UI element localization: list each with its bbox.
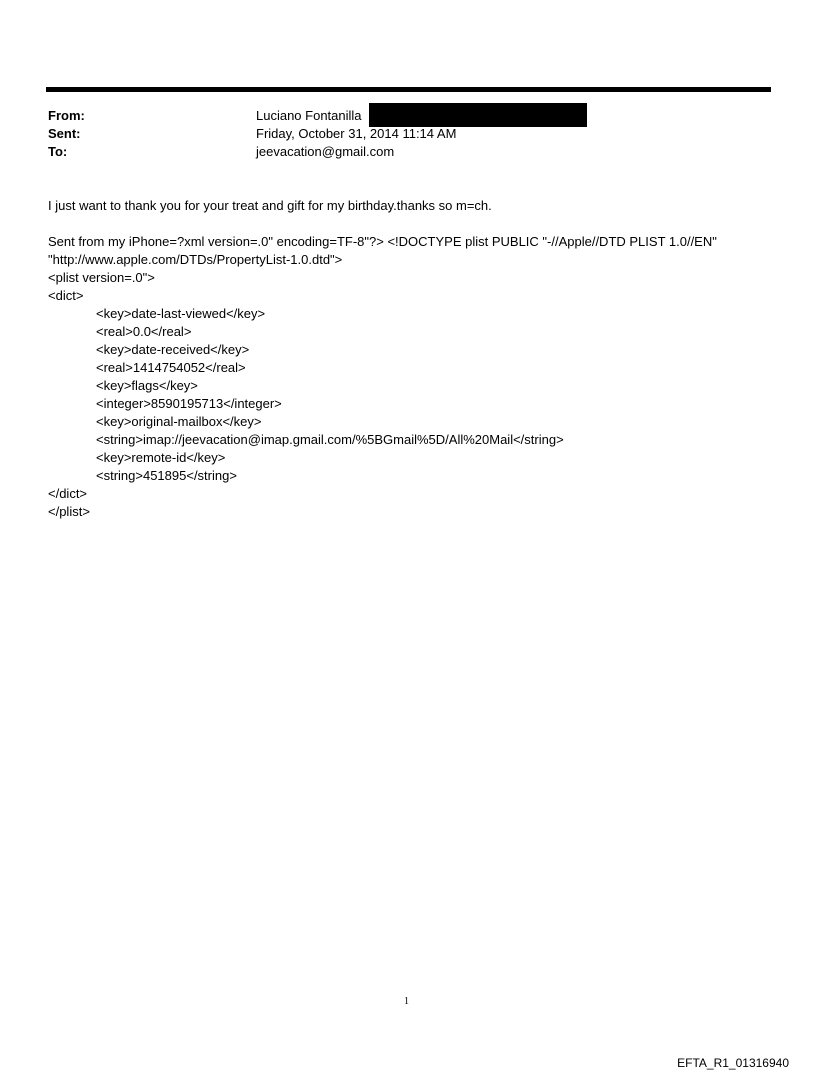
body-line: <plist version=.0"> bbox=[48, 270, 155, 285]
body-line: <dict> bbox=[48, 288, 84, 303]
to-value: jeevacation@gmail.com bbox=[256, 144, 395, 159]
body-line: <key>flags</key> bbox=[96, 378, 198, 393]
bates-number: EFTA_R1_01316940 bbox=[677, 1056, 789, 1070]
redaction-block bbox=[369, 103, 587, 127]
sent-label: Sent: bbox=[48, 126, 81, 141]
body-line: Sent from my iPhone=?xml version=.0" encoding=TF-8"?> <!DOCTYPE plist PUBLIC "-//Apple//DTD PLIST 1.0//EN" bbox=[48, 234, 717, 249]
header-rule bbox=[46, 87, 771, 92]
message-text: I just want to thank you for your treat and gift for my birthday.thanks so m=ch. bbox=[48, 198, 492, 213]
body-line: <key>date-received</key> bbox=[96, 342, 250, 357]
to-label: To: bbox=[48, 144, 68, 159]
body-line: <key>original-mailbox</key> bbox=[96, 414, 262, 429]
body-line: "http://www.apple.com/DTDs/PropertyList-1.0.dtd"> bbox=[48, 252, 343, 267]
body-line: <real>0.0</real> bbox=[96, 324, 192, 339]
body-line: <integer>8590195713</integer> bbox=[96, 396, 282, 411]
body-line: </dict> bbox=[48, 486, 88, 501]
from-value: Luciano Fontanilla bbox=[256, 108, 362, 123]
body-line: <key>date-last-viewed</key> bbox=[96, 306, 266, 321]
from-label: From: bbox=[48, 108, 85, 123]
body-line: <string>451895</string> bbox=[96, 468, 237, 483]
body-line: <key>remote-id</key> bbox=[96, 450, 226, 465]
body-line: </plist> bbox=[48, 504, 90, 519]
page-number: 1 bbox=[404, 996, 409, 1007]
body-line: <real>1414754052</real> bbox=[96, 360, 246, 375]
body-line: <string>imap://jeevacation@imap.gmail.com/%5BGmail%5D/All%20Mail</string> bbox=[96, 432, 564, 447]
sent-value: Friday, October 31, 2014 11:14 AM bbox=[256, 126, 457, 141]
